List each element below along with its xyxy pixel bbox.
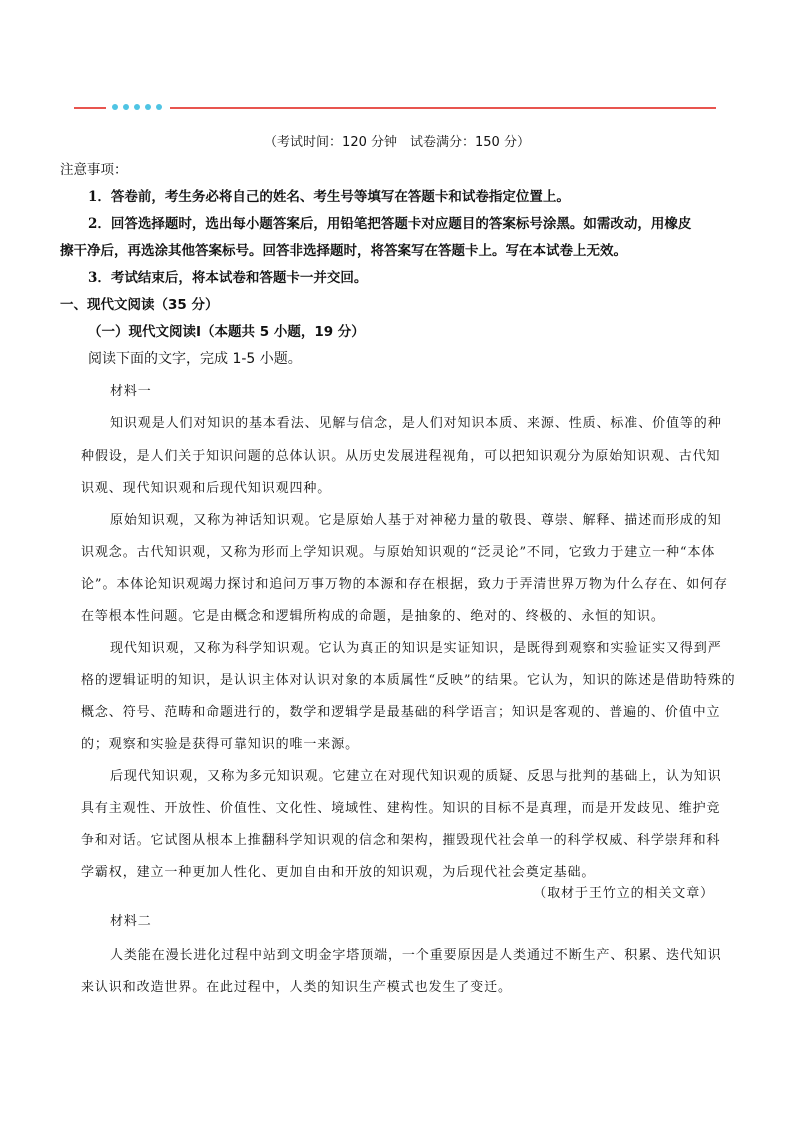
paragraph-line: 识观念。古代知识观，又称为形而上学知识观。与原始知识观的“泛灵论”不同，它致力于建立一种“本体	[81, 545, 716, 560]
paragraph-line: 后现代知识观，又称为多元知识观。它建立在对现代知识观的质疑、反思与批判的基础上，认为知识	[110, 769, 722, 784]
section-title: 一、现代文阅读（35 分）	[60, 297, 219, 313]
notice-item: 1．答卷前，考生务必将自己的姓名、考生号等填写在答题卡和试卷指定位置上。	[88, 189, 570, 205]
paragraph-line: 学霸权，建立一种更加人性化、更加自由和开放的知识观，为后现代社会奠定基础。	[81, 865, 596, 880]
header-rule-right	[170, 107, 716, 109]
paragraph-line: 人类能在漫长进化过程中站到文明金字塔顶端，一个重要原因是人类通过不断生产、积累、迭代知识	[110, 948, 722, 963]
paragraph-line: 论”。本体论知识观竭力探讨和追问万事万物的本源和存在根据，致力于弄清世界万物为什么存在、如何存	[81, 577, 728, 592]
paragraph-line: 种假设，是人们关于知识问题的总体认识。从历史发展进程视角，可以把知识观分为原始知识观、古代知	[81, 449, 721, 464]
header-dot	[112, 104, 118, 110]
paragraph-line: 知识观是人们对知识的基本看法、见解与信念，是人们对知识本质、来源、性质、标准、价值等的种	[110, 416, 722, 431]
header-dot	[134, 104, 140, 110]
paragraph-line: 的；观察和实验是获得可靠知识的唯一来源。	[81, 737, 360, 752]
paragraph-line: 现代知识观，又称为科学知识观。它认为真正的知识是实证知识，是既得到观察和实验证实又得到严	[110, 641, 722, 656]
notice-title: 注意事项：	[60, 162, 128, 178]
notice-item: 3．考试结束后，将本试卷和答题卡一并交回。	[88, 270, 368, 286]
paragraph-line: 具有主观性、开放性、价值性、文化性、境域性、建构性。知识的目标不是真理，而是开发歧见、维护竞	[81, 801, 721, 816]
reading-instruction: 阅读下面的文字，完成 1-5 小题。	[88, 351, 302, 367]
paragraph-line: 格的逻辑证明的知识，是认识主体对认识对象的本质属性“反映”的结果。它认为，知识的陈述是借助特殊的	[81, 673, 736, 688]
paragraph-line: 在等根本性问题。它是由概念和逻辑所构成的命题，是抽象的、绝对的、终极的、永恒的知识。	[81, 609, 665, 624]
material-label: 材料二	[110, 914, 152, 929]
section-subtitle: （一）现代文阅读Ⅰ（本题共 5 小题，19 分）	[88, 324, 365, 340]
header-dots	[112, 104, 162, 110]
exam-info: （考试时间：120 分钟 试卷满分：150 分）	[264, 135, 530, 150]
paragraph-line: 来认识和改造世界。在此过程中，人类的知识生产模式也发生了变迁。	[81, 980, 512, 995]
header-dot	[145, 104, 151, 110]
notice-item: 2．回答选择题时，选出每小题答案后，用铅笔把答题卡对应题目的答案标号涂黑。如需改动，用橡皮	[88, 216, 692, 232]
paragraph-line: 概念、符号、范畴和命题进行的，数学和逻辑学是最基础的科学语言；知识是客观的、普遍的、价值中立	[81, 705, 721, 720]
material-label: 材料一	[110, 384, 152, 399]
notice-item: 擦干净后，再选涂其他答案标号。回答非选择题时，将答案写在答题卡上。写在本试卷上无效。	[60, 243, 627, 259]
header-rule-left	[74, 107, 106, 109]
paragraph-line: 原始知识观，又称为神话知识观。它是原始人基于对神秘力量的敬畏、尊崇、解释、描述而形成的知	[110, 513, 722, 528]
paragraph-line: 争和对话。它试图从根本上推翻科学知识观的信念和架构，摧毁现代社会单一的科学权威、科学崇拜和科	[81, 833, 721, 848]
header-decoration	[74, 103, 716, 113]
header-dot	[123, 104, 129, 110]
material-source: （取材于王竹立的相关文章）	[533, 886, 714, 901]
paragraph-line: 识观、现代知识观和后现代知识观四种。	[81, 481, 332, 496]
header-dot	[156, 104, 162, 110]
